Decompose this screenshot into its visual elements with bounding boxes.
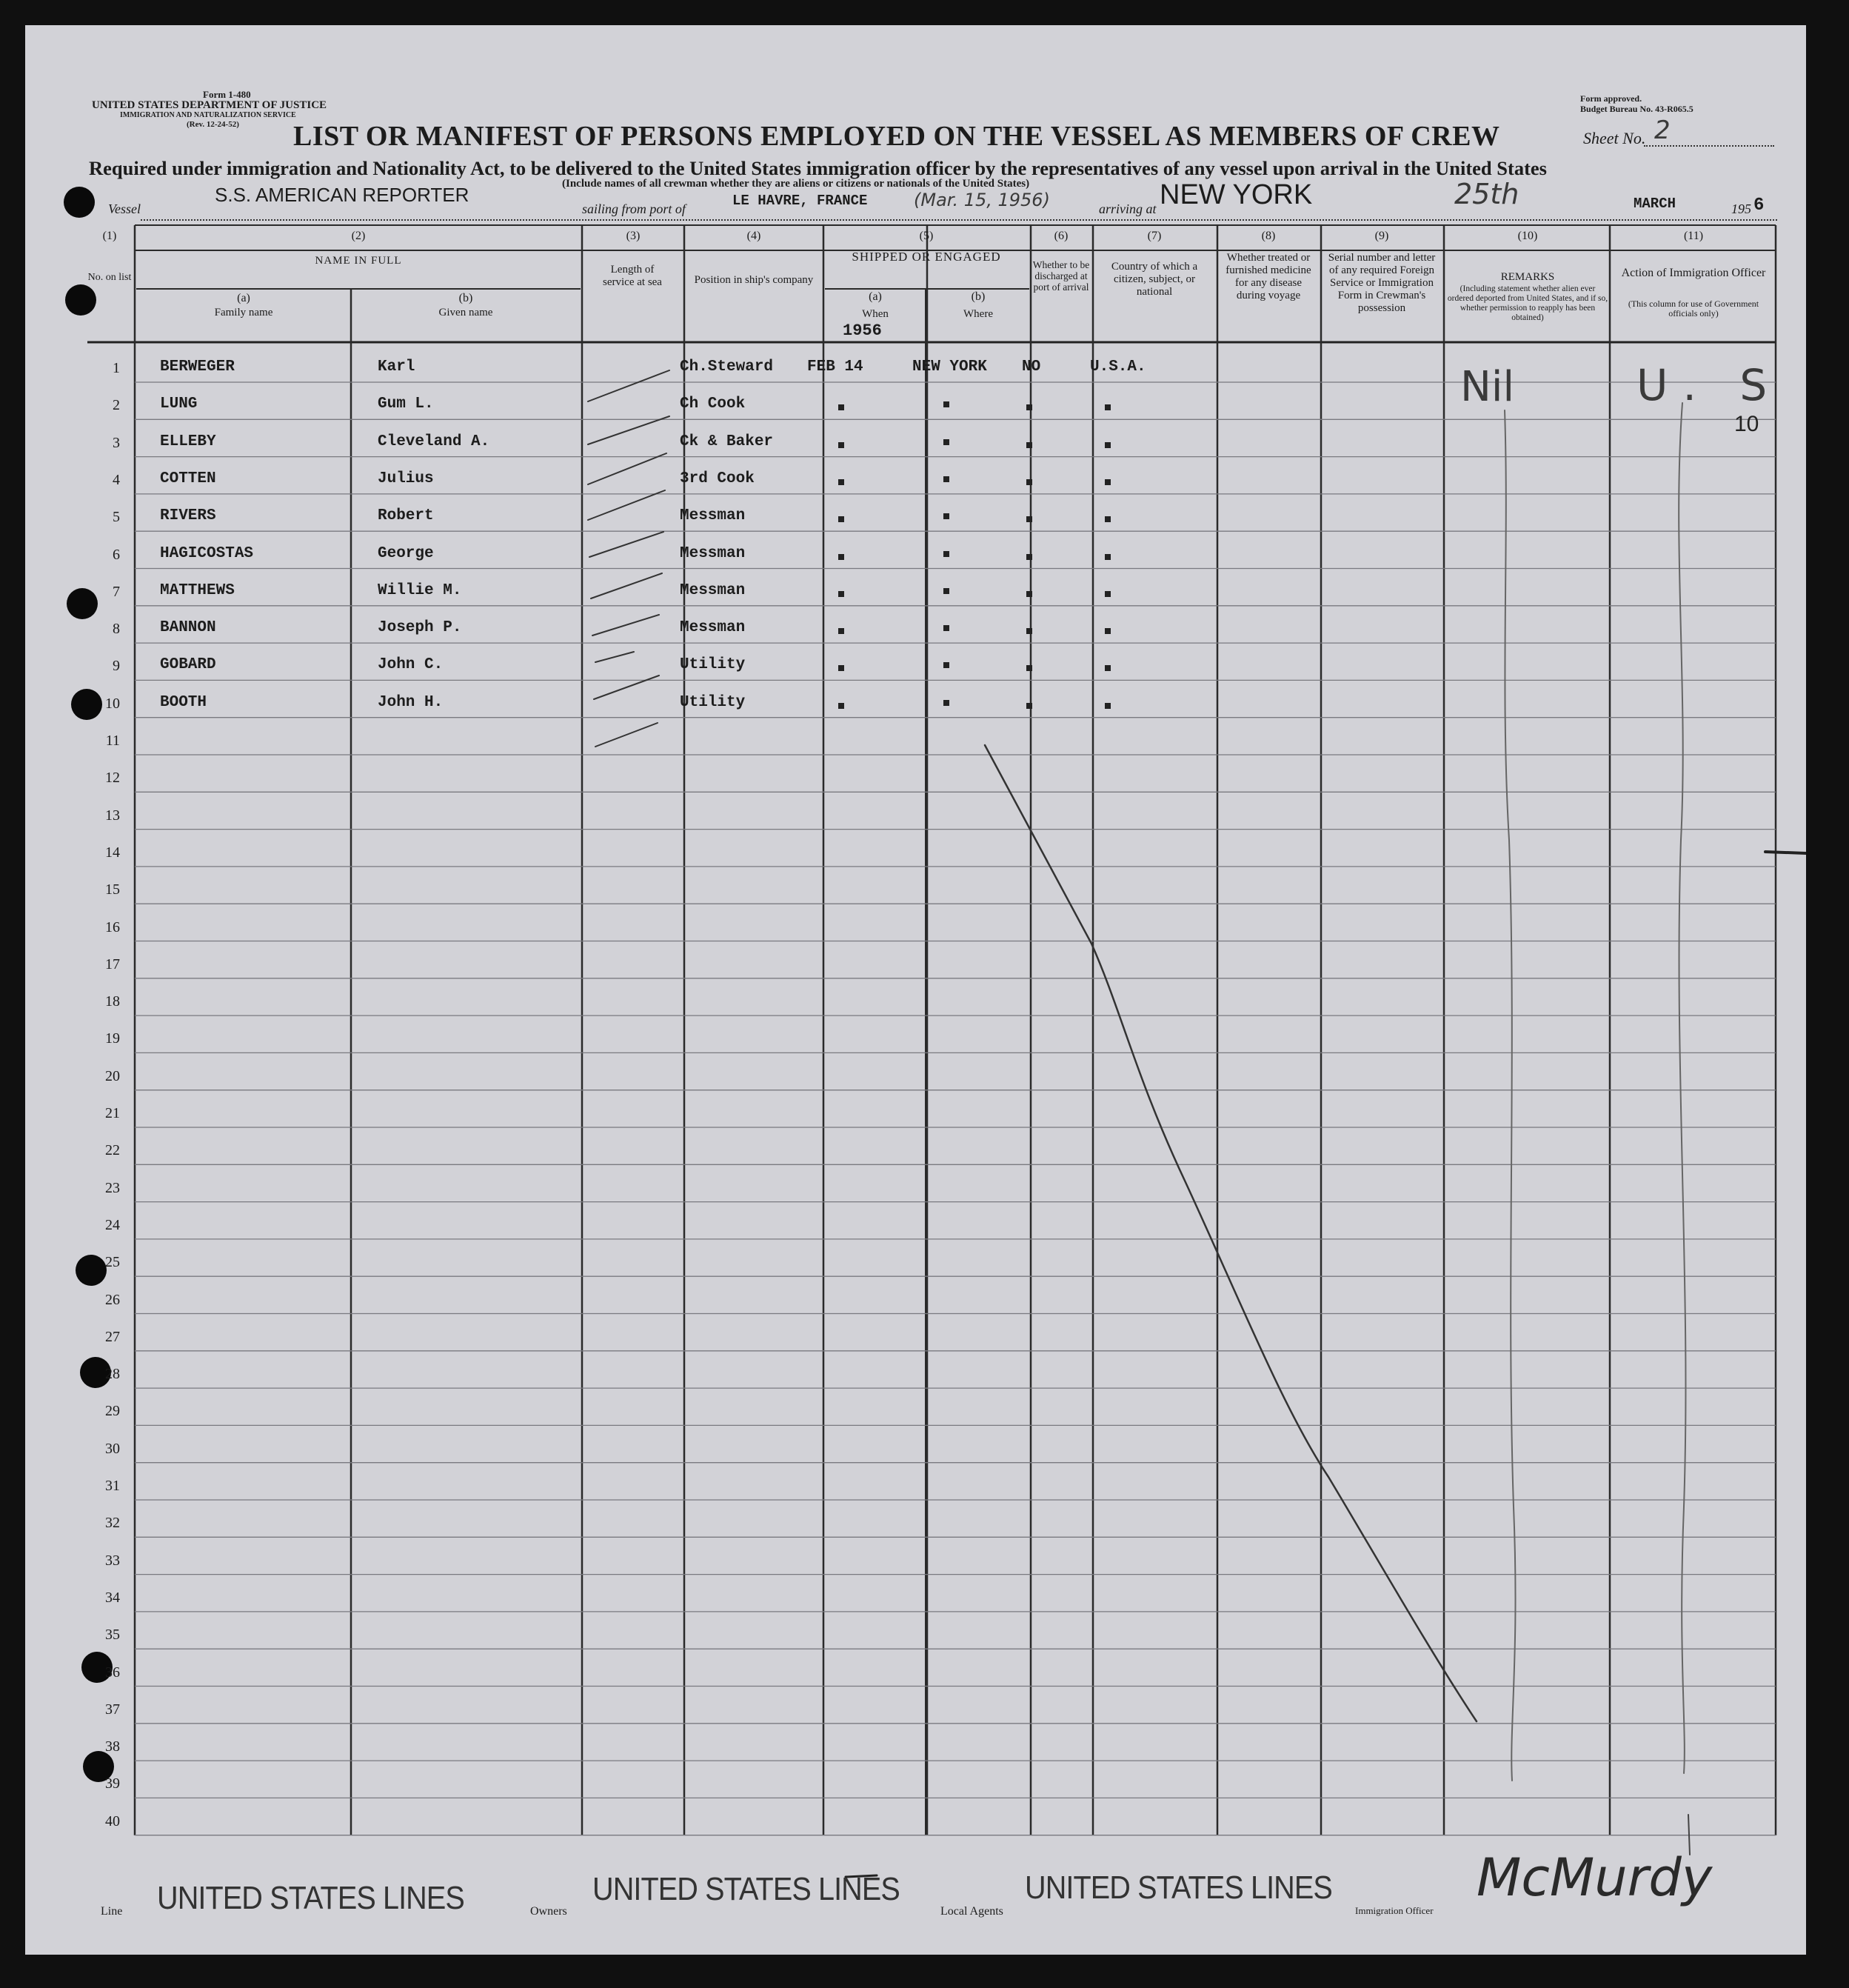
- col-10-label: REMARKS: [1500, 271, 1555, 283]
- arriving-label: arriving at: [1099, 201, 1157, 216]
- cell-when: FEB 14: [807, 358, 863, 376]
- row-number: 25: [105, 1254, 120, 1271]
- cell-family: COTTEN: [160, 470, 216, 487]
- row-number: 30: [105, 1440, 120, 1457]
- sailing-label: sailing from port of: [582, 201, 686, 216]
- col-9-label: Serial number and letter of any required Foreign Service or Immigration Form in Crewman's possession: [1328, 252, 1436, 314]
- col-2-label: NAME IN FULL: [315, 255, 402, 267]
- length-tick: [591, 573, 662, 598]
- row-number: 37: [105, 1701, 120, 1718]
- cell-family: RIVERS: [160, 507, 216, 525]
- cell-position: Messman: [680, 544, 746, 562]
- row-number: 16: [105, 918, 120, 935]
- col-11-number: (11): [1683, 230, 1704, 242]
- row-number: 11: [105, 733, 120, 749]
- row-number: 36: [105, 1664, 120, 1681]
- handwritten-marks: [25, 25, 1806, 1955]
- col-2b-number: (b): [458, 292, 473, 304]
- col-8-label: Whether treated or furnished medicine for any disease during voyage: [1226, 252, 1311, 301]
- col-3-label: Length of service at sea: [603, 264, 662, 288]
- row-number: 18: [105, 993, 120, 1010]
- col-7-number: (7): [1147, 230, 1162, 242]
- line-stamp: UNITED STATES LINES: [157, 1880, 464, 1916]
- col-1-label: No. on list: [87, 272, 132, 283]
- length-tick: [594, 676, 659, 699]
- row-number: 22: [105, 1142, 120, 1159]
- col-8-number: (8): [1261, 230, 1276, 242]
- row-number: 14: [105, 844, 120, 861]
- row-number: 21: [105, 1105, 120, 1121]
- arrival-day: 25th: [1454, 178, 1519, 210]
- action-vertical-stroke: [1679, 403, 1685, 1773]
- sheet-number: 2: [1654, 116, 1671, 145]
- cell-given: George: [378, 544, 434, 562]
- cell-position: 3rd Cook: [680, 470, 755, 487]
- sailing-date: (Mar. 15, 1956): [914, 190, 1050, 210]
- crew-count-note: 10: [1734, 412, 1759, 436]
- cell-given: Julius: [378, 470, 434, 487]
- row-number: 38: [105, 1738, 120, 1755]
- row-number: 1: [113, 360, 120, 376]
- manifest-sheet: [25, 25, 1806, 1955]
- cell-country: U.S.A.: [1090, 358, 1146, 376]
- row-number: 34: [105, 1589, 120, 1606]
- cell-position: Utility: [680, 693, 746, 711]
- cell-given: Cleveland A.: [378, 433, 490, 450]
- row-number: 20: [105, 1067, 120, 1084]
- cell-given: Gum L.: [378, 396, 434, 413]
- col-2a-number: (a): [237, 292, 250, 304]
- row-number: 19: [105, 1030, 120, 1047]
- remarks-vertical-stroke: [1505, 410, 1516, 1781]
- cell-given: Robert: [378, 507, 434, 525]
- margin-dash: [1765, 852, 1806, 853]
- col-5a-year: 1956: [843, 321, 882, 340]
- col-6-label: Whether to be discharged at port of arrival: [1032, 259, 1090, 293]
- row-number: 15: [105, 881, 120, 898]
- cell-position: Utility: [680, 656, 746, 674]
- col-10-note: (Including statement whether alien ever ordered deported from United States, and if so, whether permission to reapply has been obtained): [1447, 284, 1608, 322]
- diagonal-strike: [985, 745, 1477, 1721]
- col-2a-label: Family name: [214, 307, 273, 318]
- year-suffix: 6: [1753, 196, 1765, 216]
- form-number: Form 1-480: [203, 89, 251, 100]
- cell-position: Ch Cook: [680, 396, 746, 413]
- row-number: 24: [105, 1216, 120, 1233]
- row-number: 2: [113, 397, 120, 414]
- revision: (Rev. 12-24-52): [187, 120, 239, 129]
- col-3-number: (3): [626, 230, 641, 242]
- cell-family: BOOTH: [160, 693, 207, 711]
- include-note: (Include names of all crewman whether they are aliens or citizens or nationals of the United States): [562, 178, 1030, 190]
- length-tick: [595, 723, 658, 747]
- cell-position: Messman: [680, 581, 746, 599]
- row-number: 31: [105, 1478, 120, 1494]
- row-number: 13: [105, 807, 120, 824]
- length-tick: [595, 652, 634, 662]
- action-us: U. S: [1636, 360, 1782, 410]
- arriving-port: NEW YORK: [1160, 179, 1313, 210]
- form-approved: Form approved.: [1580, 93, 1642, 104]
- col-5-label: SHIPPED OR ENGAGED: [852, 250, 1001, 264]
- col-5a-label: When: [862, 308, 889, 320]
- vessel-name: S.S. AMERICAN REPORTER: [215, 184, 469, 206]
- cell-position: Ck & Baker: [680, 433, 774, 450]
- local-agents-label: Local Agents: [940, 1905, 1003, 1918]
- row-number: 27: [105, 1328, 120, 1345]
- row-number: 35: [105, 1627, 120, 1644]
- row-number: 17: [105, 955, 120, 973]
- row-number: 3: [113, 434, 120, 451]
- col-5b-number: (b): [971, 290, 986, 303]
- cell-family: ELLEBY: [160, 433, 216, 450]
- row-number: 12: [105, 770, 120, 787]
- row-number: 7: [113, 583, 120, 600]
- row-number: 5: [113, 509, 120, 526]
- cell-family: BANNON: [160, 619, 216, 637]
- row-number: 26: [105, 1291, 120, 1308]
- cell-given: John C.: [378, 656, 444, 674]
- length-tick: [588, 490, 665, 520]
- cell-family: GOBARD: [160, 656, 216, 674]
- row-number: 8: [113, 621, 120, 638]
- owners-label: Owners: [530, 1905, 567, 1918]
- col-11-label: Action of Immigration Officer: [1621, 267, 1766, 279]
- row-number: 4: [113, 471, 120, 488]
- col-5-number: (5): [919, 230, 934, 242]
- col-5b-label: Where: [963, 308, 993, 320]
- budget-bureau: Budget Bureau No. 43-R065.5: [1580, 104, 1693, 114]
- cell-given: Willie M.: [378, 581, 462, 599]
- cell-given: John H.: [378, 693, 444, 711]
- row-number: 23: [105, 1179, 120, 1196]
- row-number: 39: [105, 1775, 120, 1792]
- col-1-number: (1): [102, 230, 117, 242]
- col-5a-number: (a): [869, 290, 882, 303]
- cell-family: MATTHEWS: [160, 581, 235, 599]
- cell-given: Joseph P.: [378, 619, 462, 637]
- vessel-label: Vessel: [108, 201, 141, 216]
- row-number: 10: [105, 695, 120, 712]
- sheet-label: Sheet No.: [1583, 129, 1646, 147]
- row-number: 6: [113, 546, 120, 563]
- row-number: 9: [113, 658, 120, 675]
- length-tick: [592, 615, 659, 636]
- col-11-note: (This column for use of Government officials only): [1628, 298, 1759, 318]
- cell-position: Messman: [680, 619, 746, 637]
- immigration-officer-label: Immigration Officer: [1355, 1905, 1434, 1916]
- page-title: LIST OR MANIFEST OF PERSONS EMPLOYED ON THE VESSEL AS MEMBERS OF CREW: [293, 121, 1500, 152]
- col-7-label: Country of which a citizen, subject, or national: [1111, 261, 1198, 298]
- col-10-number: (10): [1517, 230, 1538, 242]
- arrival-month: MARCH: [1634, 196, 1676, 212]
- length-tick: [588, 453, 666, 484]
- service: IMMIGRATION AND NATURALIZATION SERVICE: [120, 111, 296, 119]
- subtitle: Required under immigration and Nationality Act, to be delivered to the United States immigration officer by the representatives of any vessel upon arrival in the United States: [89, 157, 1547, 179]
- cell-given: Karl: [378, 358, 415, 376]
- cell-position: Messman: [680, 507, 746, 525]
- sailing-port: LE HAVRE, FRANCE: [732, 193, 868, 209]
- remarks-nil: Nil: [1460, 363, 1515, 411]
- cell-discharged: NO: [1022, 358, 1041, 376]
- agents-stamp: UNITED STATES LINES: [1025, 1869, 1332, 1906]
- row-number: 32: [105, 1515, 120, 1532]
- col-2b-label: Given name: [438, 307, 493, 318]
- col-4-number: (4): [746, 230, 761, 242]
- col-6-number: (6): [1054, 230, 1069, 242]
- cell-family: HAGICOSTAS: [160, 544, 254, 562]
- length-tick: [588, 416, 669, 444]
- owners-stamp: UNITED STATES LINES: [592, 1871, 900, 1907]
- cell-position: Ch.Steward: [680, 358, 774, 376]
- row-number: 29: [105, 1403, 120, 1420]
- department: UNITED STATES DEPARTMENT OF JUSTICE: [92, 99, 327, 111]
- officer-signature: McMurdy: [1477, 1847, 1713, 1908]
- cell-where: NEW YORK: [912, 358, 987, 376]
- length-tick: [588, 370, 669, 401]
- col-4-label: Position in ship's company: [694, 274, 814, 286]
- row-number: 28: [105, 1366, 120, 1383]
- row-number: 33: [105, 1552, 120, 1569]
- col-9-number: (9): [1374, 230, 1389, 242]
- cell-family: BERWEGER: [160, 358, 235, 376]
- line-label: Line: [101, 1905, 123, 1918]
- length-tick: [589, 532, 663, 557]
- year-prefix: 195: [1731, 201, 1751, 216]
- row-number: 40: [105, 1812, 120, 1829]
- cell-family: LUNG: [160, 396, 198, 413]
- col-2-number: (2): [351, 230, 366, 242]
